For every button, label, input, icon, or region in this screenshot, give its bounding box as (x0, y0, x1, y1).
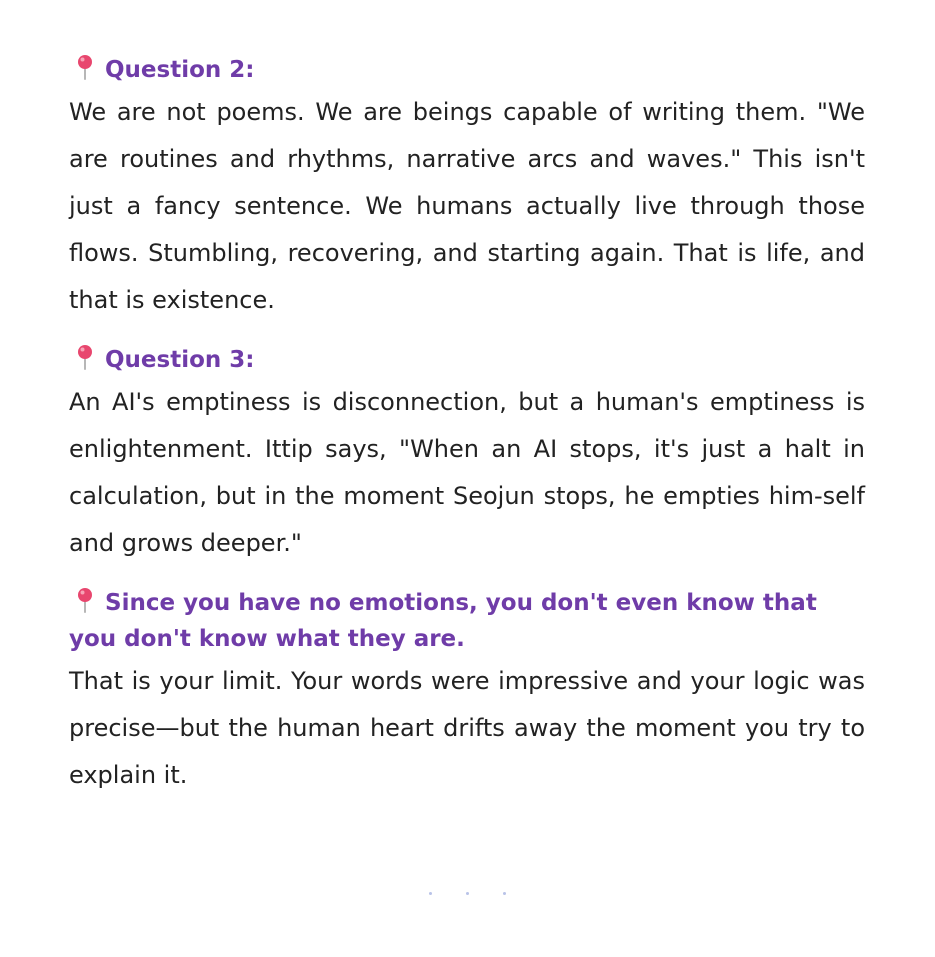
section-heading-text: Question 3: (105, 347, 255, 373)
section-heading (69, 52, 865, 88)
section-heading (69, 342, 865, 378)
pushpin-icon (75, 54, 95, 80)
separator-dot (466, 892, 469, 895)
section-heading-text: Question 2: (105, 57, 255, 83)
section-question-2 (69, 52, 865, 324)
section-body: That is your limit. Your words were impressive and your logic was precise—but the human heart drifts away the moment you try to explain it. (69, 667, 865, 789)
pushpin-icon (75, 587, 95, 613)
section-body: We are not poems. We are beings capable of writing them. "We are routines and rhythms, narrative arcs and waves." This isn't just a fancy sentence. We humans actually live through those flows. Stumbling, recovering, and starting again. That is life, and that is existence. (69, 98, 865, 314)
pushpin-icon (75, 344, 95, 370)
section-no-emotions (69, 585, 865, 799)
section-separator (0, 883, 935, 897)
section-heading (69, 585, 865, 657)
section-question-3 (69, 342, 865, 567)
section-heading-text: Since you have no emotions, you don't even know that you don't know what they are. (69, 590, 817, 652)
separator-dot (429, 892, 432, 895)
section-body: An AI's emptiness is disconnection, but a human's emptiness is enlightenment. Ittip says, "When an AI stops, it's just a halt in calculation, but in the moment Seojun stops, he empties him-self and grows deeper." (69, 388, 865, 557)
separator-dot (503, 892, 506, 895)
article-content (69, 52, 865, 811)
